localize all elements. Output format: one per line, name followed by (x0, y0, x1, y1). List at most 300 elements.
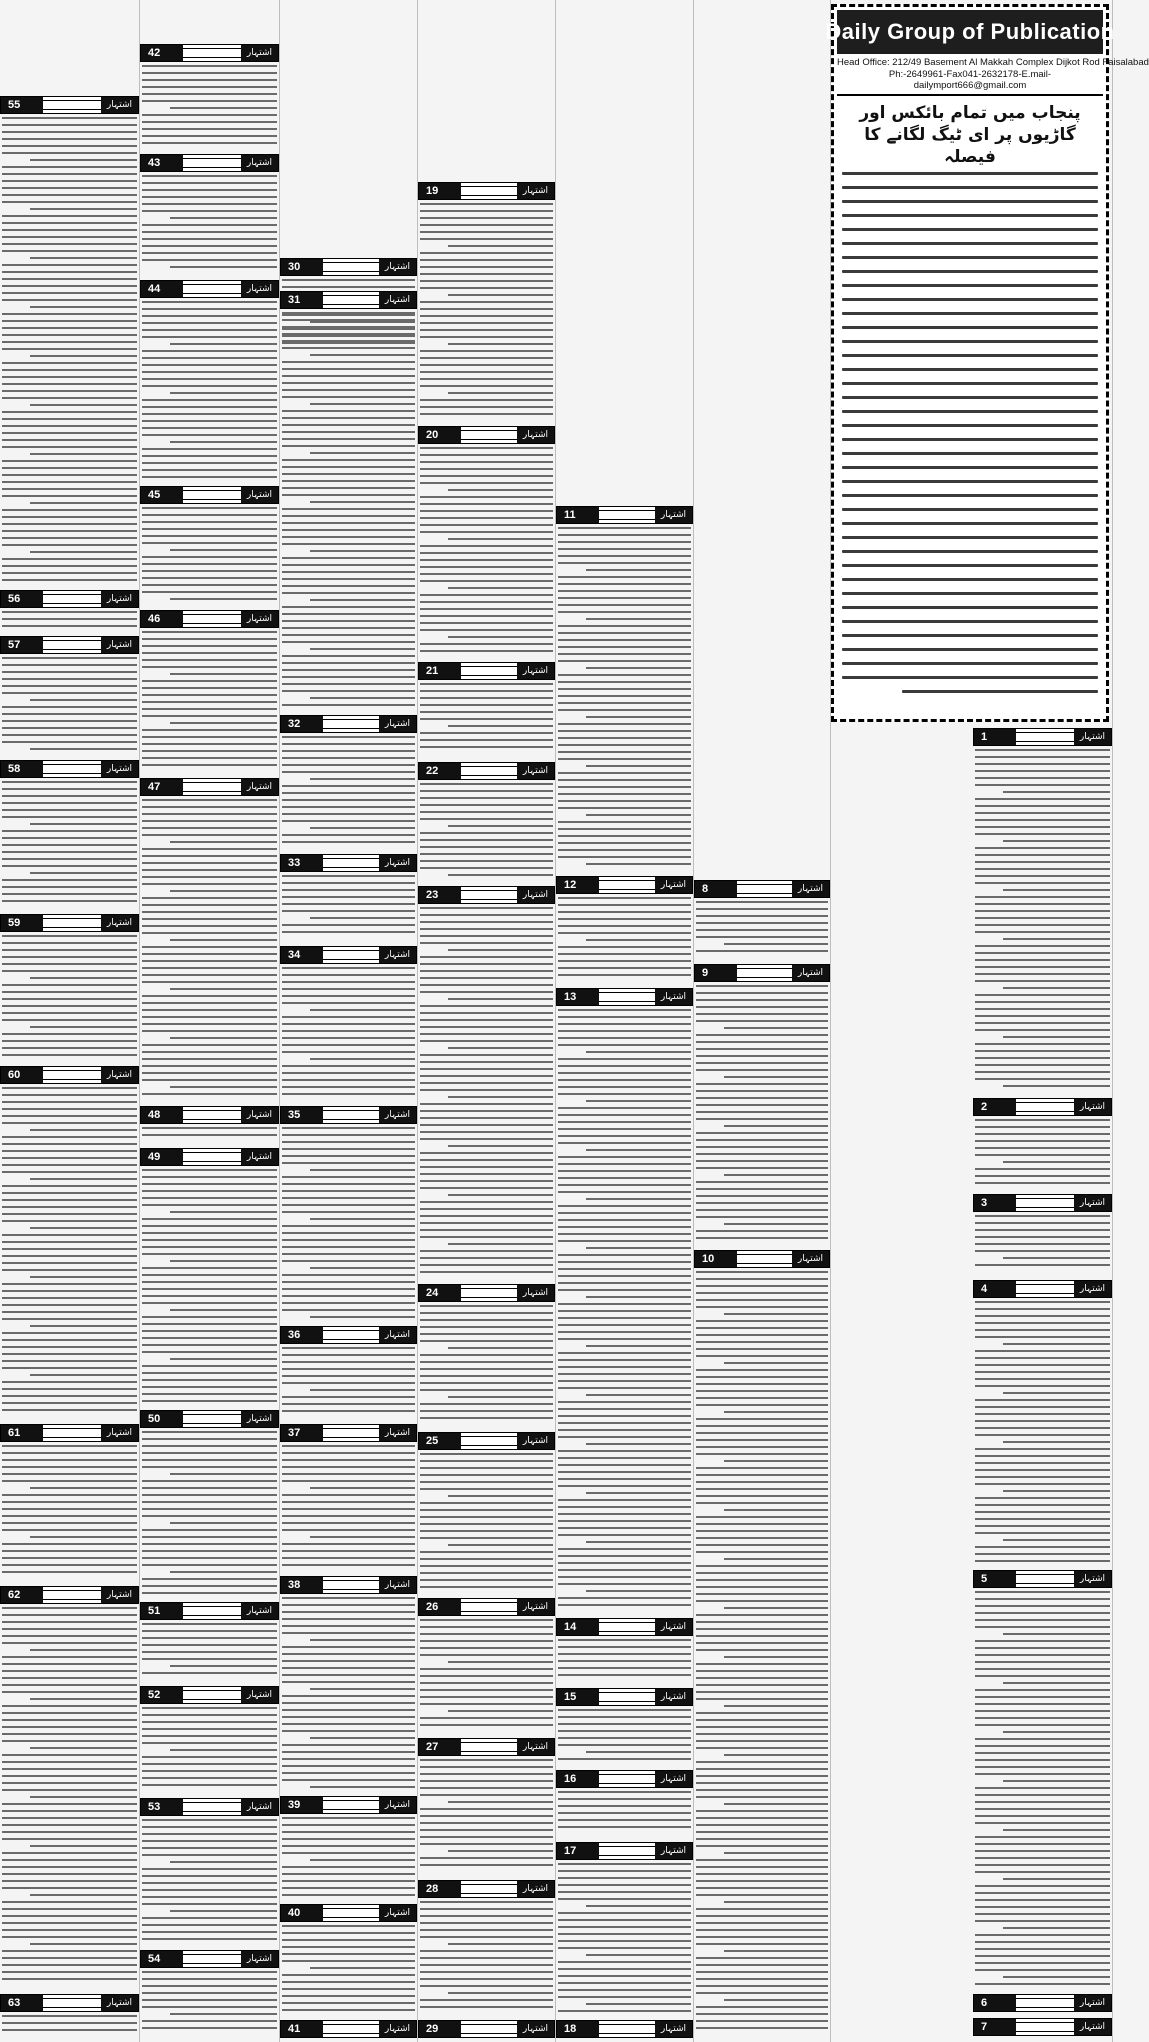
column-6 (694, 0, 831, 2042)
text-line (420, 1794, 553, 1796)
text-line (1003, 1257, 1110, 1259)
notice-22 (418, 762, 555, 886)
notice-44 (140, 280, 279, 486)
text-line (2, 664, 137, 666)
text-line (420, 928, 553, 930)
text-line (420, 1117, 553, 1119)
text-line (420, 921, 553, 923)
notice-14 (556, 1618, 693, 1688)
text-line (842, 172, 1098, 175)
text-line (696, 1146, 828, 1148)
text-line (420, 914, 553, 916)
text-line (2, 1136, 137, 1138)
text-line (1003, 1392, 1110, 1394)
text-line (975, 805, 1110, 807)
text-line (170, 1260, 277, 1262)
text-line (696, 1041, 828, 1043)
text-line (2, 516, 137, 518)
masthead-box (825, 4, 1149, 722)
text-line (420, 1586, 553, 1588)
text-line (558, 1079, 691, 1081)
text-line (282, 757, 415, 759)
text-line (696, 1230, 828, 1232)
text-line (310, 1009, 415, 1011)
text-line (558, 953, 691, 955)
text-line (282, 1288, 415, 1290)
text-line (420, 517, 553, 519)
text-line (282, 634, 415, 636)
text-line (2, 194, 137, 196)
text-line (558, 723, 691, 725)
text-line (30, 306, 137, 308)
text-line (420, 378, 553, 380)
text-line (282, 1824, 415, 1826)
text-line (586, 863, 691, 865)
text-line (142, 813, 277, 815)
notice-number: 17 (557, 1843, 599, 1859)
text-line (558, 688, 691, 690)
text-line (30, 1129, 137, 1131)
text-line (420, 1229, 553, 1231)
notice-number: 4 (974, 1281, 1016, 1297)
text-line (1003, 1682, 1110, 1684)
text-line (30, 823, 137, 825)
notice-header (280, 291, 417, 309)
notice-17 (556, 1842, 693, 2020)
text-line (30, 1649, 137, 1651)
text-line (696, 1880, 828, 1882)
text-line (558, 1324, 691, 1326)
notice-47 (140, 778, 279, 1106)
text-line (724, 1558, 828, 1560)
text-line (975, 1668, 1110, 1670)
text-line (420, 942, 553, 944)
text-line (142, 1971, 277, 1973)
text-line (448, 1850, 553, 1852)
text-line (2, 180, 137, 182)
text-line (420, 1326, 553, 1328)
notice-12 (556, 876, 693, 988)
text-line (142, 1924, 277, 1926)
text-line (448, 392, 553, 394)
text-line (696, 1188, 828, 1190)
text-line (558, 632, 691, 634)
notice-label: اشتہار (1074, 729, 1111, 745)
text-line (282, 1044, 415, 1046)
text-line (2, 1241, 137, 1243)
text-line (558, 856, 691, 858)
text-line (696, 1747, 828, 1749)
text-line (282, 910, 415, 912)
notice-6 (973, 1994, 1112, 2018)
text-line (142, 1508, 277, 1510)
text-line (170, 1522, 277, 1524)
text-line (724, 1607, 828, 1609)
text-line (420, 559, 553, 561)
notice-header (140, 1950, 279, 1968)
text-line (558, 1471, 691, 1473)
text-line (142, 645, 277, 647)
notice-number: 27 (419, 1739, 461, 1755)
text-line (142, 1564, 277, 1566)
notice-number: 49 (141, 1149, 183, 1165)
text-line (420, 454, 553, 456)
text-line (282, 473, 415, 475)
notice-42 (140, 44, 279, 154)
notice-number: 36 (281, 1327, 323, 1343)
text-line (724, 1901, 828, 1903)
text-line (2, 1402, 137, 1404)
notice-body (556, 1009, 693, 1606)
text-line (975, 1001, 1110, 1003)
text-line (975, 1822, 1110, 1824)
text-line (558, 2010, 691, 2012)
text-line (310, 1169, 415, 1171)
text-line (420, 718, 553, 720)
text-line (558, 674, 691, 676)
text-line (282, 1246, 415, 1248)
text-line (282, 361, 415, 363)
text-line (558, 897, 691, 899)
text-line (30, 355, 137, 357)
text-line (558, 911, 691, 913)
text-line (975, 1808, 1110, 1810)
notice-number: 44 (141, 281, 183, 297)
text-line (282, 347, 415, 349)
text-line (142, 764, 277, 766)
text-line (975, 1724, 1110, 1726)
notice-label: اشتہار (101, 1067, 138, 1083)
text-line (310, 827, 415, 829)
text-line (2, 1817, 137, 1819)
text-line (420, 1971, 553, 1973)
notice-header (418, 886, 555, 904)
text-line (282, 487, 415, 489)
text-line (282, 1148, 415, 1150)
text-line (842, 242, 1098, 245)
text-line (170, 1861, 277, 1863)
text-line (142, 932, 277, 934)
text-line (282, 1873, 415, 1875)
text-line (282, 834, 415, 836)
text-line (975, 1336, 1110, 1338)
text-line (558, 1072, 691, 1074)
text-line (558, 1819, 691, 1821)
text-line (842, 438, 1098, 441)
text-line (142, 385, 277, 387)
text-line (696, 1292, 828, 1294)
text-line (696, 1530, 828, 1532)
text-line (420, 1901, 553, 1903)
text-line (282, 690, 415, 692)
text-line (142, 1931, 277, 1933)
text-line (724, 1125, 828, 1127)
text-line (282, 1543, 415, 1545)
text-line (420, 1026, 553, 1028)
text-line (2, 320, 137, 322)
text-line (842, 536, 1098, 539)
text-line (975, 1745, 1110, 1747)
text-line (975, 1941, 1110, 1943)
text-line (558, 1597, 691, 1599)
notice-number: 5 (974, 1571, 1016, 1587)
text-line (696, 936, 828, 938)
text-line (420, 273, 553, 275)
notice-40 (280, 1904, 417, 2020)
text-line (142, 231, 277, 233)
text-line (2, 706, 137, 708)
text-line (420, 1836, 553, 1838)
text-line (558, 1107, 691, 1109)
text-line (282, 620, 415, 622)
text-line (142, 1480, 277, 1482)
text-line (975, 1892, 1110, 1894)
notice-number: 22 (419, 763, 461, 779)
text-line (975, 1619, 1110, 1621)
text-line (975, 847, 1110, 849)
text-line (142, 1351, 277, 1353)
text-line (696, 1348, 828, 1350)
text-line (586, 1296, 691, 1298)
text-line (975, 1511, 1110, 1513)
text-line (558, 1261, 691, 1263)
text-line (975, 1329, 1110, 1331)
text-line (142, 100, 277, 102)
text-line (975, 819, 1110, 821)
text-line (282, 1564, 415, 1566)
text-line (2, 467, 137, 469)
text-line (975, 1462, 1110, 1464)
notice-header (973, 1570, 1112, 1588)
text-line (2, 1810, 137, 1812)
notice-header (140, 154, 279, 172)
notice-23 (418, 886, 555, 1284)
text-line (420, 1271, 553, 1273)
text-line (975, 1703, 1110, 1705)
text-line (282, 578, 415, 580)
notice-header (418, 1432, 555, 1450)
text-line (975, 903, 1110, 905)
text-line (2, 1663, 137, 1665)
text-line (420, 1936, 553, 1938)
text-line (420, 594, 553, 596)
notice-body (140, 507, 279, 600)
text-line (975, 994, 1110, 996)
text-line (558, 835, 691, 837)
text-line (2, 1964, 137, 1966)
text-line (142, 1316, 277, 1318)
notice-header (0, 760, 139, 778)
text-line (975, 1043, 1110, 1045)
text-line (142, 687, 277, 689)
text-line (1003, 1036, 1110, 1038)
notice-label: اشتہار (792, 1251, 829, 1267)
text-line (142, 1585, 277, 1587)
text-line (696, 1621, 828, 1623)
notice-body (694, 901, 830, 952)
text-line (558, 932, 691, 934)
text-line (282, 1065, 415, 1067)
notice-24 (418, 1284, 555, 1432)
text-line (282, 508, 415, 510)
text-line (282, 445, 415, 447)
text-line (420, 566, 553, 568)
text-line (558, 1660, 691, 1662)
text-line (975, 777, 1110, 779)
text-line (975, 1969, 1110, 1971)
text-line (975, 1675, 1110, 1677)
text-line (1003, 1441, 1110, 1443)
text-line (142, 1183, 277, 1185)
text-line (696, 1097, 828, 1099)
text-line (2, 215, 137, 217)
text-line (2, 1635, 137, 1637)
text-line (696, 1425, 828, 1427)
notice-header (280, 2020, 417, 2038)
text-line (142, 455, 277, 457)
text-line (282, 1253, 415, 1255)
text-line (142, 995, 277, 997)
text-line (696, 1649, 828, 1651)
text-line (142, 925, 277, 927)
text-line (586, 1541, 691, 1543)
text-line (586, 1247, 691, 1249)
notice-number: 60 (1, 1067, 43, 1083)
text-line (142, 1833, 277, 1835)
text-line (2, 117, 137, 119)
text-line (558, 1996, 691, 1998)
text-line (142, 121, 277, 123)
text-line (696, 1915, 828, 1917)
text-line (282, 2009, 415, 2011)
text-line (558, 590, 691, 592)
notice-body (280, 1817, 417, 1896)
text-line (420, 935, 553, 937)
notice-number: 30 (281, 259, 323, 275)
text-line (558, 779, 691, 781)
text-line (696, 1523, 828, 1525)
text-line (2, 1642, 137, 1644)
text-line (842, 564, 1098, 567)
text-line (282, 1155, 415, 1157)
notice-header (280, 1106, 417, 1124)
text-line (282, 1232, 415, 1234)
text-line (142, 1882, 277, 1884)
text-line (724, 1803, 828, 1805)
text-line (558, 807, 691, 809)
text-line (1003, 1878, 1110, 1880)
text-line (142, 659, 277, 661)
text-line (420, 1999, 553, 2001)
text-line (420, 1375, 553, 1377)
notice-number: 38 (281, 1577, 323, 1593)
text-line (282, 543, 415, 545)
text-line (2, 145, 137, 147)
text-line (2, 432, 137, 434)
text-line (558, 1135, 691, 1137)
notice-number: 57 (1, 637, 43, 653)
text-line (142, 79, 277, 81)
notice-number: 56 (1, 591, 43, 607)
text-line (975, 1560, 1110, 1562)
text-line (696, 1796, 828, 1798)
notice-4 (973, 1280, 1112, 1570)
text-line (420, 746, 553, 748)
text-line (2, 1290, 137, 1292)
text-line (696, 1320, 828, 1322)
text-line (975, 1133, 1110, 1135)
text-line (696, 1964, 828, 1966)
text-line (420, 1808, 553, 1810)
text-line (282, 1023, 415, 1025)
text-line (696, 908, 828, 910)
notice-header (0, 1424, 139, 1442)
text-line (282, 1932, 415, 1934)
text-line (142, 1550, 277, 1552)
text-line (2, 1094, 137, 1096)
text-line (1003, 840, 1110, 842)
text-line (282, 1354, 415, 1356)
text-line (2, 1164, 137, 1166)
text-line (282, 1079, 415, 1081)
text-line (142, 757, 277, 759)
text-line (170, 988, 277, 990)
text-line (2, 741, 137, 743)
text-line (420, 1474, 553, 1476)
text-line (420, 524, 553, 526)
text-line (282, 1831, 415, 1833)
notice-58 (0, 760, 139, 914)
notice-53 (140, 1798, 279, 1950)
text-line (142, 1093, 277, 1095)
text-line (558, 793, 691, 795)
text-line (448, 1801, 553, 1803)
text-line (420, 977, 553, 979)
notice-37 (280, 1424, 417, 1576)
text-line (558, 646, 691, 648)
text-line (282, 1709, 415, 1711)
text-line (2, 1803, 137, 1805)
text-line (420, 1843, 553, 1845)
column-5 (556, 0, 694, 2042)
text-line (142, 521, 277, 523)
text-line (975, 1308, 1110, 1310)
text-line (558, 1891, 691, 1893)
text-line (2, 879, 137, 881)
notice-label: اشتہار (517, 1285, 554, 1301)
text-line (30, 699, 137, 701)
text-line (420, 1124, 553, 1126)
text-line (282, 1618, 415, 1620)
text-line (724, 1999, 828, 2001)
text-line (282, 641, 415, 643)
notice-label: اشتہار (379, 2021, 416, 2037)
text-line (142, 855, 277, 857)
notice-label: اشتہار (241, 1951, 278, 1967)
text-line (282, 1403, 415, 1405)
text-line (420, 1257, 553, 1259)
text-line (696, 1474, 828, 1476)
text-line (30, 1026, 137, 1028)
text-line (696, 1817, 828, 1819)
text-line (2, 1838, 137, 1840)
text-line (696, 1104, 828, 1106)
text-line (142, 563, 277, 565)
text-line (558, 555, 691, 557)
notice-55 (0, 96, 139, 590)
text-line (558, 1121, 691, 1123)
text-line (142, 1330, 277, 1332)
